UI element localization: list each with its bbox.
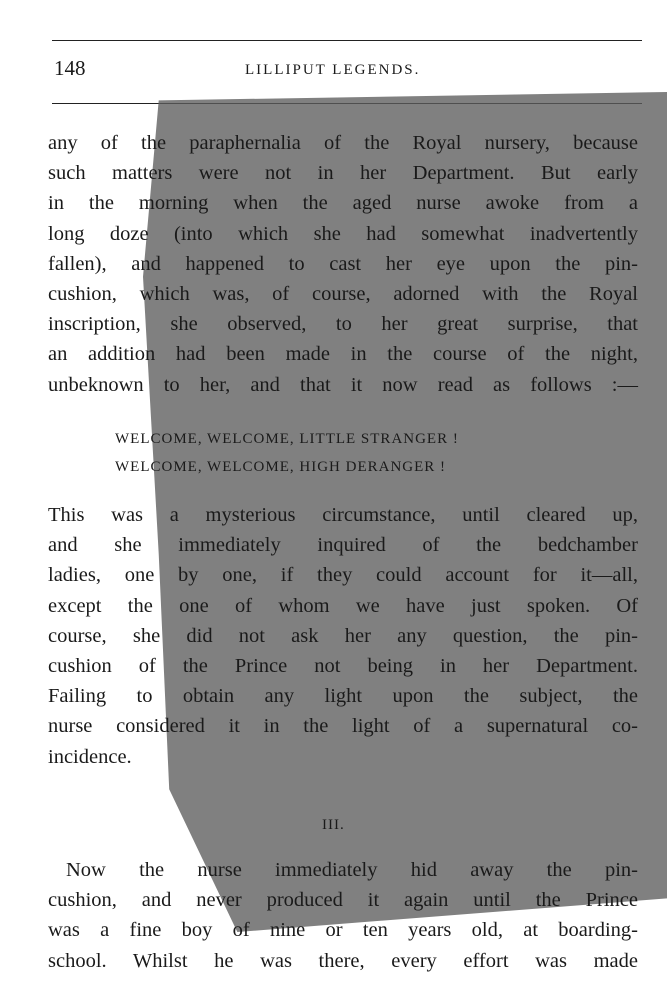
text-line: incidence. xyxy=(48,745,132,768)
text-line: school. Whilst he was there, every effort was made xyxy=(48,949,638,972)
header-rule-top xyxy=(52,40,642,41)
verse-line: WELCOME, WELCOME, LITTLE STRANGER ! xyxy=(115,431,459,447)
text-line: course, she did not ask her any question, the pin- xyxy=(48,624,638,647)
text-line: cushion, which was, of course, adorned with the Royal xyxy=(48,283,638,306)
text-line: fallen), and happened to cast her eye upon the pin- xyxy=(48,252,638,275)
text-line: and she immediately inquired of the bedchamber xyxy=(48,534,638,557)
text-line: cushion of the Prince not being in her Department. xyxy=(48,655,638,678)
text-line: an addition had been made in the course of the night, xyxy=(48,343,638,366)
paragraph-1 xyxy=(48,128,638,400)
text-line: unbeknown to her, and that it now read as follows :— xyxy=(48,373,638,396)
text-line: except the one of whom we have just spoken. Of xyxy=(48,594,638,617)
text-line: such matters were not in her Department. But early xyxy=(48,162,638,185)
text-line: long doze (into which she had somewhat inadvertently xyxy=(48,222,638,245)
text-line: cushion, and never produced it again until the Prince xyxy=(48,889,638,912)
section-heading: III. xyxy=(322,817,345,833)
running-title: LILLIPUT LEGENDS. xyxy=(245,62,421,78)
text-line: Failing to obtain any light upon the subject, the xyxy=(48,685,638,708)
verse xyxy=(115,425,459,481)
text-line: nurse considered it in the light of a supernatural co- xyxy=(48,715,638,738)
text-line: was a fine boy of nine or ten years old, at boarding- xyxy=(48,919,638,942)
text-line: inscription, she observed, to her great surprise, that xyxy=(48,313,638,336)
text-line: ladies, one by one, if they could account for it—all, xyxy=(48,564,638,587)
paragraph-3 xyxy=(48,855,638,976)
page-number: 148 xyxy=(54,56,86,80)
paragraph-2 xyxy=(48,500,638,772)
text-line: This was a mysterious circumstance, until cleared up, xyxy=(48,504,638,526)
text-line: any of the paraphernalia of the Royal nursery, because xyxy=(48,132,638,154)
text-line: Now the nurse immediately hid away the pin- xyxy=(66,859,638,881)
verse-line: WELCOME, WELCOME, HIGH DERANGER ! xyxy=(115,459,447,475)
text-line: in the morning when the aged nurse awoke from a xyxy=(48,192,638,215)
